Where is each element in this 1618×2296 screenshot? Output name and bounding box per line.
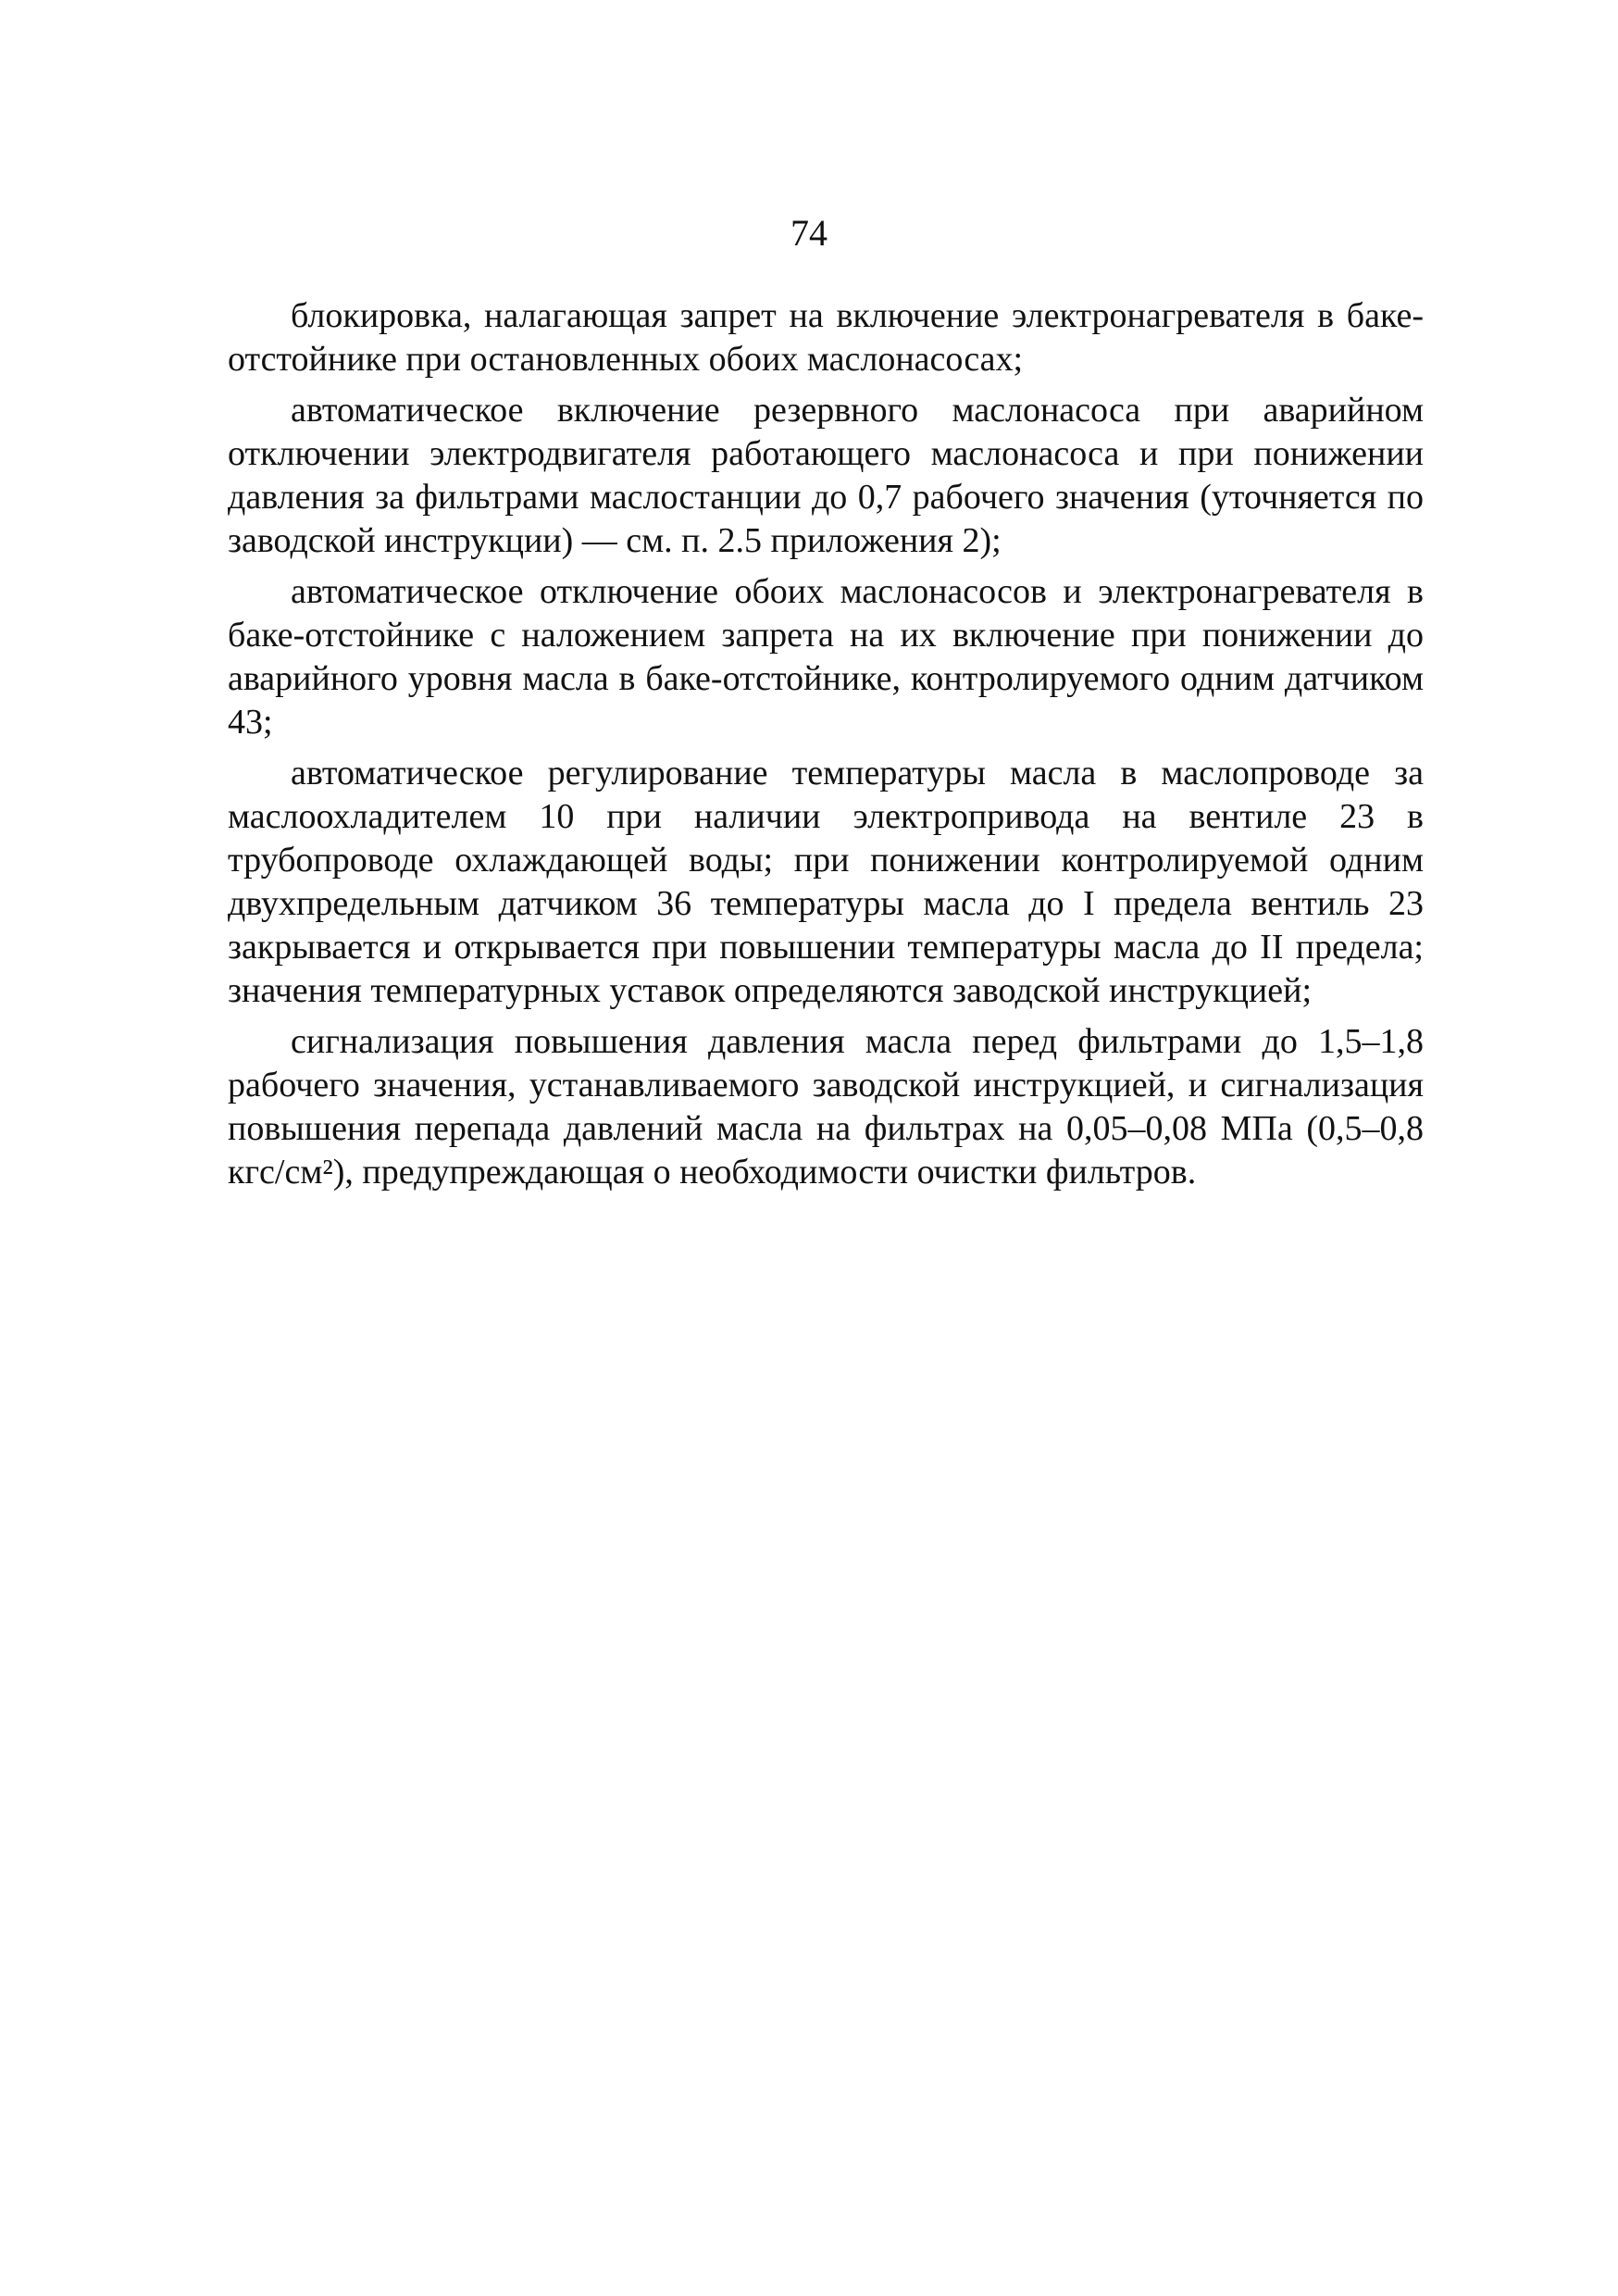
- page-number: 74: [790, 212, 828, 254]
- paragraph-standby-pump: автоматическое включение резервного маслонасоса при аварийном отключении электродвигателя работающего маслонасоса и при понижении давления за фильтрами маслостанции до 0,7 рабочего значения (уточняется по заводской инструкции) — см. п. 2.5 приложения 2);: [228, 391, 1424, 560]
- body-text: [228, 294, 1424, 1202]
- paragraph-pump-shutdown: автоматическое отключение обоих маслонасосов и электронагревателя в баке-отстойнике с наложением запрета на их включение при понижении до аварийного уровня масла в баке-отстойнике, контролируемого одним датчиком 43;: [228, 572, 1424, 742]
- paragraph-pressure-alarm: сигнализация повышения давления масла перед фильтрами до 1,5–1,8 рабочего значения, устанавливаемого заводской инструкцией, и сигнализация повышения перепада давлений масла на фильтрах на 0,05–0,08 МПа (0,5–0,8 кгс/см²), предупреждающая о необходимости очистки фильтров.: [228, 1022, 1424, 1192]
- paragraph-temperature-control: автоматическое регулирование температуры масла в маслопроводе за маслоохладителем 10 при наличии электропривода на вентиле 23 в трубопроводе охлаждающей воды; при понижении контролируемой одним двухпредельным датчиком 36 температуры масла до I предела вентиль 23 закрывается и открывается при повышении температуры масла до II предела; значения температурных уставок определяются заводской инструкцией;: [228, 754, 1424, 1010]
- paragraph-interlock: блокировка, налагающая запрет на включение электронагревателя в баке-отстойнике при остановленных обоих маслонасосах;: [228, 296, 1424, 379]
